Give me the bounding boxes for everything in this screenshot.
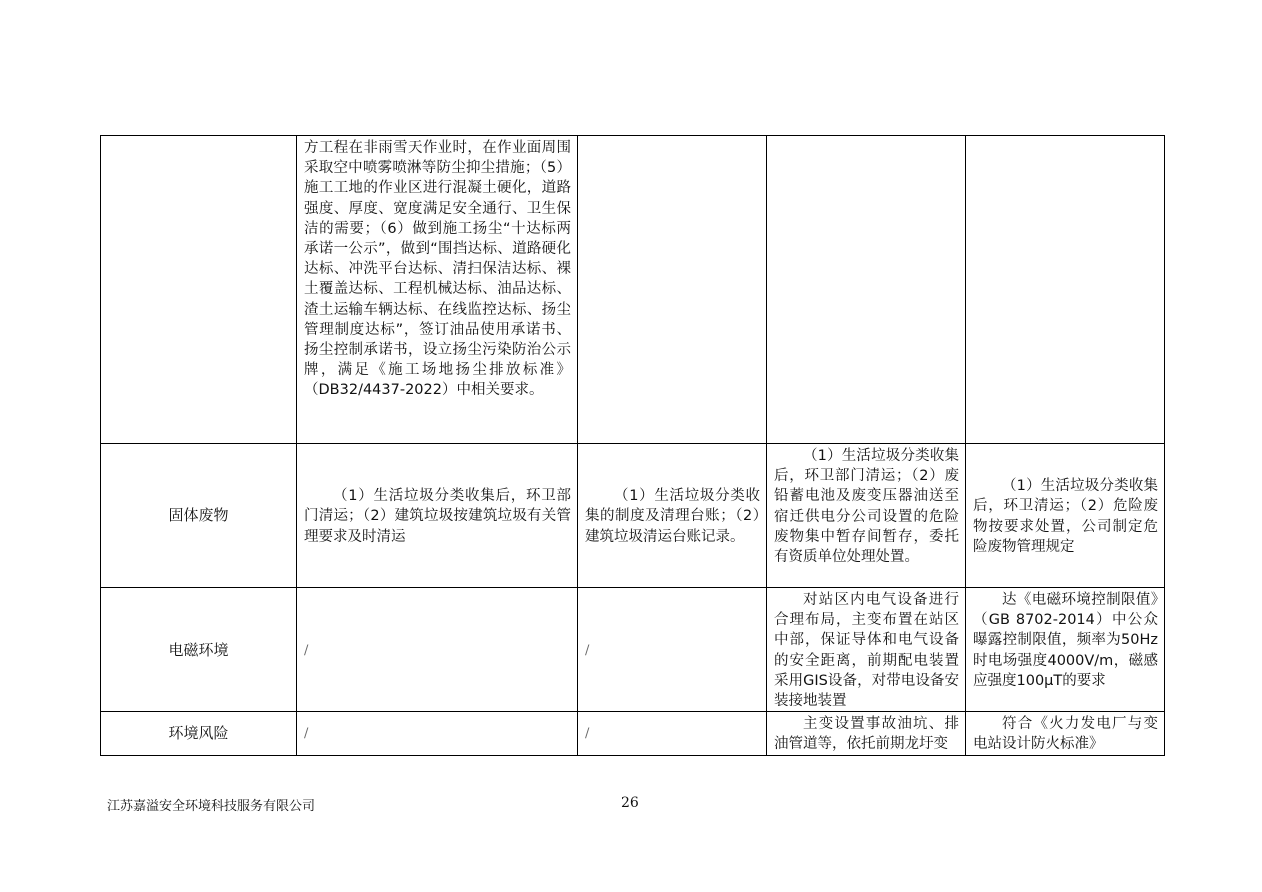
category-cell: 固体废物 <box>101 444 297 588</box>
table-row <box>101 136 1165 444</box>
construction-acceptance-cell <box>578 136 767 444</box>
category-cell <box>101 136 297 444</box>
construction-acceptance-cell: / <box>578 588 767 712</box>
construction-acceptance-cell: / <box>578 712 767 755</box>
operation-measures-cell: 对站区内电气设备进行合理布局，主变布置在站区中部，保证导体和电气设备的安全距离，前期配电装置采用GIS设备，对带电设备安装接地装置 <box>767 588 966 712</box>
operation-acceptance-cell: 达《电磁环境控制限值》（GB 8702-2014）中公众曝露控制限值，频率为50Hz时电场强度4000V/m，磁感应强度100μT的要求 <box>966 588 1165 712</box>
operation-measures-cell: （1）生活垃圾分类收集后，环卫部门清运；（2）废铅蓄电池及废变压器油送至宿迁供电分公司设置的危险废物集中暂存间暂存，委托有资质单位处理处置。 <box>767 444 966 588</box>
category-cell: 电磁环境 <box>101 588 297 712</box>
construction-measures-cell: / <box>297 588 578 712</box>
table-row <box>101 712 1165 755</box>
operation-measures-cell <box>767 136 966 444</box>
construction-measures-cell: / <box>297 712 578 755</box>
footer-company-name: 江苏嘉溢安全环境科技服务有限公司 <box>107 799 316 814</box>
operation-measures-cell: 主变设置事故油坑、排油管道等，依托前期龙圩变 <box>767 712 966 755</box>
table-row <box>101 444 1165 588</box>
construction-acceptance-cell: （1）生活垃圾分类收集的制度及清理台账；（2）建筑垃圾清运台账记录。 <box>578 444 767 588</box>
table-row <box>101 588 1165 712</box>
operation-acceptance-cell: （1）生活垃圾分类收集后，环卫清运；（2）危险废物按要求处置，公司制定危险废物管理规定 <box>966 444 1165 588</box>
category-cell: 环境风险 <box>101 712 297 755</box>
construction-measures-cell: （1）生活垃圾分类收集后，环卫部门清运；（2）建筑垃圾按建筑垃圾有关管理要求及时清运 <box>297 444 578 588</box>
operation-acceptance-cell <box>966 136 1165 444</box>
operation-acceptance-cell: 符合《火力发电厂与变电站设计防火标准》 <box>966 712 1165 755</box>
measures-table <box>100 135 1165 756</box>
page-number: 26 <box>621 795 639 811</box>
construction-measures-cell: 方工程在非雨雪天作业时，在作业面周围采取空中喷雾喷淋等防尘抑尘措施；（5）施工工地的作业区进行混凝土硬化，道路强度、厚度、宽度满足安全通行、卫生保洁的需要；（6）做到施工扬尘“十达标两承诺一公示”，做到“围挡达标、道路硬化达标、冲洗平台达标、清扫保洁达标、裸土覆盖达标、工程机械达标、油品达标、渣土运输车辆达标、在线监控达标、扬尘管理制度达标”，签订油品使用承诺书、扬尘控制承诺书，设立扬尘污染防治公示牌，满足《施工场地扬尘排放标准》（DB32/4437-2022）中相关要求。 <box>297 136 578 444</box>
